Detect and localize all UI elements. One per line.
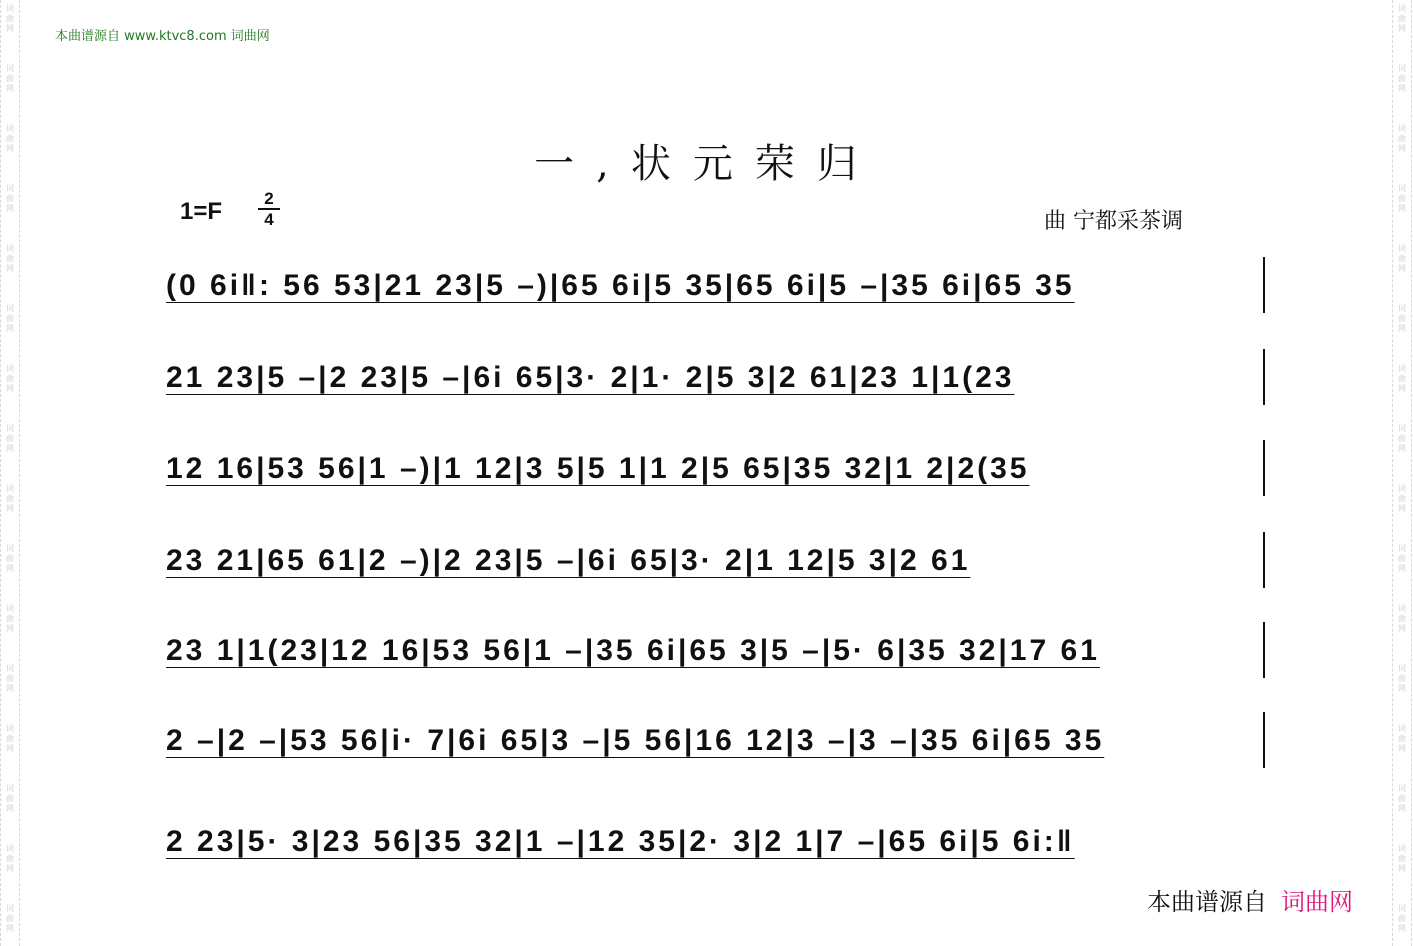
barline (1263, 712, 1265, 768)
side-watermark-char: 曲 (6, 734, 14, 743)
side-watermark-char: 网 (1398, 804, 1406, 813)
side-watermark-char: 词 (6, 544, 14, 553)
side-watermark-char: 网 (6, 324, 14, 333)
side-watermark-char: 曲 (6, 74, 14, 83)
side-watermark-char: 曲 (1398, 134, 1406, 143)
site-notice: 本曲谱源自 www.ktvc8.com 词曲网 (55, 29, 270, 44)
side-watermark-char: 词 (1398, 424, 1406, 433)
side-watermark-char: 网 (6, 504, 14, 513)
notation-line-3 (166, 438, 1266, 500)
side-watermark-char: 词 (1398, 784, 1406, 793)
notation-line-text: 21 23|5 –|2 23|5 –|6i 65|3· 2|1· 2|5 3|2 61|23 1|1(23 (166, 361, 1015, 394)
side-watermark-char: 曲 (1398, 854, 1406, 863)
side-watermark-char: 曲 (1398, 374, 1406, 383)
side-watermark-char: 曲 (1398, 794, 1406, 803)
side-watermark-char: 曲 (1398, 434, 1406, 443)
side-watermark-char: 网 (6, 204, 14, 213)
side-watermark-char: 词 (6, 844, 14, 853)
side-watermark-char: 网 (6, 564, 14, 573)
side-watermark-char: 网 (1398, 204, 1406, 213)
side-watermark-char: 曲 (6, 794, 14, 803)
time-signature-numerator: 2 (258, 190, 280, 210)
side-watermark-char: 词 (6, 904, 14, 913)
side-watermark-char: 网 (6, 144, 14, 153)
side-watermark-char: 网 (6, 264, 14, 273)
side-watermark-char: 网 (1398, 924, 1406, 933)
side-watermark-char: 词 (1398, 304, 1406, 313)
side-watermark-char: 词 (1398, 484, 1406, 493)
footer-site-link[interactable]: 词曲网 (1281, 888, 1353, 916)
side-watermark-char: 词 (6, 784, 14, 793)
side-watermark-char: 网 (6, 684, 14, 693)
notation-line-text: 2 23|5· 3|23 56|35 32|1 –|12 35|2· 3|2 1|7 –|65 6i|5 6i:‖ (166, 825, 1075, 858)
side-watermark-char: 词 (1398, 604, 1406, 613)
side-watermark-char: 词 (1398, 904, 1406, 913)
side-watermark-char: 曲 (6, 134, 14, 143)
side-watermark-char: 曲 (6, 254, 14, 263)
side-watermark-char: 曲 (1398, 674, 1406, 683)
side-watermark-char: 曲 (1398, 734, 1406, 743)
side-watermark-char: 词 (1398, 4, 1406, 13)
side-watermark-char: 词 (6, 484, 14, 493)
barline (1263, 257, 1265, 313)
notation-line-4 (166, 530, 1266, 592)
side-watermark-char: 网 (6, 384, 14, 393)
side-watermark-char: 词 (1398, 664, 1406, 673)
side-watermark-char: 网 (1398, 384, 1406, 393)
side-watermark-char: 网 (1398, 864, 1406, 873)
notation-line-6 (166, 710, 1266, 772)
barline (1263, 622, 1265, 678)
side-watermark-char: 曲 (1398, 614, 1406, 623)
side-watermark-char: 词 (1398, 364, 1406, 373)
barline (1263, 349, 1265, 405)
side-watermark-char: 网 (1398, 684, 1406, 693)
time-signature-denominator: 4 (264, 210, 274, 229)
side-watermark-char: 词 (6, 244, 14, 253)
side-watermark-char: 曲 (1398, 494, 1406, 503)
song-title: 一,状元荣归 (534, 141, 879, 187)
side-watermark-char: 网 (6, 924, 14, 933)
side-watermark-char: 网 (1398, 564, 1406, 573)
time-signature (258, 190, 280, 228)
side-watermark-char: 网 (6, 744, 14, 753)
side-watermark-char: 曲 (6, 854, 14, 863)
side-watermark-char: 词 (1398, 184, 1406, 193)
side-watermark-char: 词 (1398, 64, 1406, 73)
side-watermark-char: 曲 (1398, 554, 1406, 563)
side-watermark-char: 网 (1398, 504, 1406, 513)
notation-line-5 (166, 620, 1266, 682)
side-watermark-char: 词 (1398, 124, 1406, 133)
notation-line-7 (166, 811, 1266, 873)
side-watermark-char: 网 (1398, 144, 1406, 153)
side-watermark-char: 曲 (6, 914, 14, 923)
side-watermark-char: 网 (1398, 264, 1406, 273)
side-watermark-char: 网 (1398, 444, 1406, 453)
side-watermark-char: 网 (1398, 24, 1406, 33)
key-signature: 1=F (180, 198, 223, 225)
side-watermark-char: 网 (1398, 84, 1406, 93)
composer-credit: 曲 宁都采茶调 (1044, 209, 1183, 234)
side-watermark-char: 词 (1398, 724, 1406, 733)
side-watermark-char: 词 (6, 124, 14, 133)
side-watermark-char: 词 (6, 364, 14, 373)
side-watermark-char: 词 (6, 64, 14, 73)
side-watermark-char: 词 (6, 604, 14, 613)
side-watermark-char: 网 (1398, 744, 1406, 753)
side-watermark-char: 网 (1398, 624, 1406, 633)
side-watermark-char: 曲 (6, 554, 14, 563)
side-watermark-char: 曲 (6, 194, 14, 203)
side-watermark-char: 曲 (1398, 194, 1406, 203)
side-watermark-char: 网 (1398, 324, 1406, 333)
side-watermark-char: 曲 (1398, 254, 1406, 263)
side-watermark-char: 网 (6, 624, 14, 633)
side-watermark-char: 曲 (6, 494, 14, 503)
barline (1263, 532, 1265, 588)
notation-line-text: 23 1|1(23|12 16|53 56|1 –|35 6i|65 3|5 –|5· 6|35 32|17 61 (166, 634, 1100, 667)
notation-line-text: (0 6i‖: 56 53|21 23|5 –)|65 6i|5 35|65 6i|5 –|35 6i|65 35 (166, 269, 1075, 302)
notation-line-2 (166, 347, 1266, 409)
notation-line-text: 23 21|65 61|2 –)|2 23|5 –|6i 65|3· 2|1 12|5 3|2 61 (166, 544, 971, 577)
side-watermark-char: 曲 (6, 374, 14, 383)
side-watermark-char: 网 (6, 864, 14, 873)
side-watermark-char: 词 (1398, 544, 1406, 553)
footer-source (1147, 882, 1353, 917)
notation-line-1 (166, 255, 1266, 317)
side-watermark-char: 词 (1398, 844, 1406, 853)
side-watermark-char: 曲 (6, 314, 14, 323)
side-watermark-char: 网 (6, 84, 14, 93)
barline (1263, 440, 1265, 496)
side-watermark-char: 词 (6, 724, 14, 733)
side-watermark-char: 词 (6, 664, 14, 673)
side-watermark-char: 曲 (6, 14, 14, 23)
side-watermark-char: 曲 (6, 434, 14, 443)
side-watermark-char: 曲 (1398, 74, 1406, 83)
side-watermark-char: 曲 (1398, 914, 1406, 923)
side-watermark-char: 网 (6, 804, 14, 813)
side-watermark-char: 词 (6, 184, 14, 193)
side-watermark-char: 网 (6, 444, 14, 453)
notation-line-text: 12 16|53 56|1 –)|1 12|3 5|5 1|1 2|5 65|35 32|1 2|2(35 (166, 452, 1030, 485)
side-watermark-char: 曲 (6, 614, 14, 623)
notation-line-text: 2 –|2 –|53 56|i· 7|6i 65|3 –|5 56|16 12|3 –|3 –|35 6i|65 35 (166, 724, 1105, 757)
footer-source-label: 本曲谱源自 (1147, 888, 1267, 916)
side-watermark-char: 网 (6, 24, 14, 33)
side-watermark-char: 曲 (1398, 14, 1406, 23)
side-watermark-char: 词 (6, 424, 14, 433)
side-watermark-char: 词 (6, 4, 14, 13)
side-watermark-char: 词 (1398, 244, 1406, 253)
side-watermark-char: 词 (6, 304, 14, 313)
side-watermark-char: 曲 (1398, 314, 1406, 323)
side-watermark-char: 曲 (6, 674, 14, 683)
